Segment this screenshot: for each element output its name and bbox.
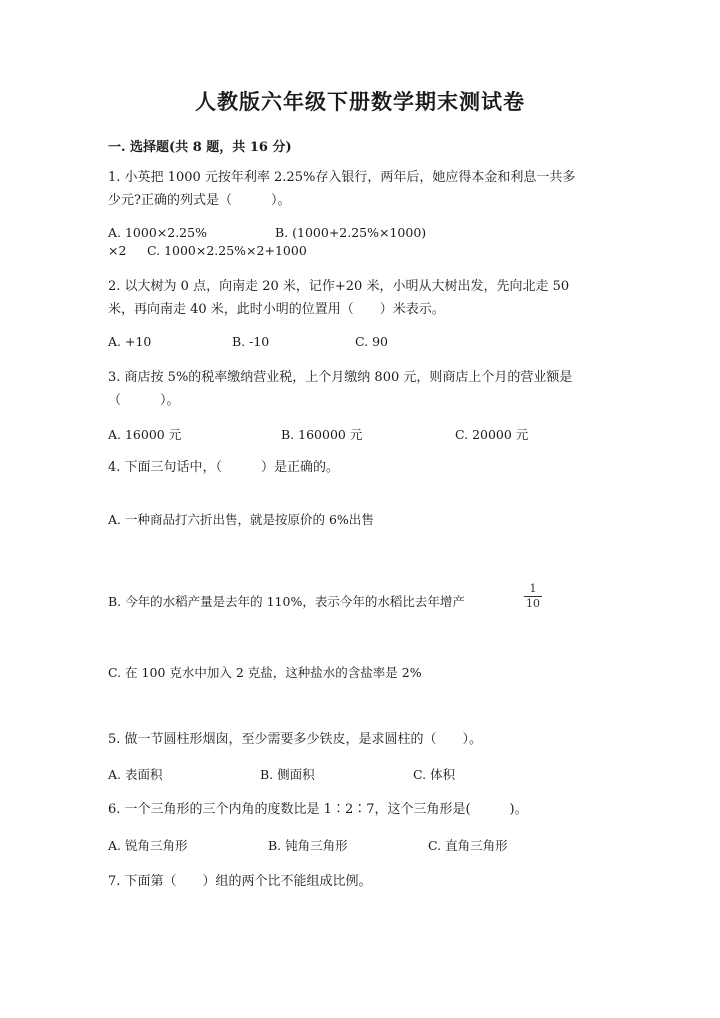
- q5-option-c: C. 体积: [413, 767, 456, 782]
- question-1-line-1: 1. 小英把 1000 元按年利率 2.25%存入银行，两年后，她应得本金和利息一共多: [108, 170, 576, 185]
- question-2: [108, 275, 569, 321]
- q4-option-b: B. 今年的水稻产量是去年的 110%，表示今年的水稻比去年增产: [108, 594, 465, 609]
- q3-option-a: A. 16000 元: [108, 427, 182, 442]
- question-3-line-2: （ ）。: [108, 393, 180, 408]
- q1-option-b: B. (1000+2.25%×1000): [275, 225, 427, 240]
- page-title: 人教版六年级下册数学期末测试卷: [195, 89, 525, 114]
- question-5: [108, 728, 482, 751]
- q2-option-c: C. 90: [355, 334, 388, 349]
- question-5-line-1: 5. 做一节圆柱形烟囱，至少需要多少铁皮，是求圆柱的（ ）。: [108, 732, 483, 747]
- question-4: [108, 456, 339, 479]
- q1-option-a: A. 1000×2.25%: [108, 225, 207, 240]
- q6-option-c: C. 直角三角形: [428, 838, 508, 853]
- section-heading: 一. 选择题(共 8 题，共 16 分): [108, 140, 292, 155]
- question-2-line-2: 米，再向南走 40 米，此时小明的位置用（ ）米表示。: [108, 302, 445, 317]
- q3-option-c: C. 20000 元: [455, 427, 529, 442]
- question-2-line-1: 2. 以大树为 0 点，向南走 20 米，记作+20 米，小明从大树出发，先向北走 50: [108, 279, 570, 294]
- question-6-line-1: 6. 一个三角形的三个内角的度数比是 1∶2∶7，这个三角形是( )。: [108, 802, 528, 817]
- q4-option-a: A. 一种商品打六折出售，就是按原价的 6%出售: [108, 512, 374, 527]
- question-7: [108, 870, 372, 893]
- q5-option-a: A. 表面积: [108, 767, 163, 782]
- q5-option-b: B. 侧面积: [260, 767, 315, 782]
- question-3: [108, 366, 572, 412]
- fraction-numerator: 1: [529, 582, 537, 595]
- q4-option-c: C. 在 100 克水中加入 2 克盐，这种盐水的含盐率是 2%: [108, 665, 422, 680]
- question-7-line-1: 7. 下面第（ ）组的两个比不能组成比例。: [108, 874, 372, 889]
- q2-option-b: B. -10: [232, 334, 270, 349]
- q1-option-c: C. 1000×2.25%×2+1000: [147, 243, 307, 258]
- q6-option-b: B. 钝角三角形: [268, 838, 348, 853]
- question-1: [108, 166, 575, 212]
- question-1-line-2: 少元?正确的列式是（ ）。: [108, 193, 291, 208]
- fraction-denominator: 10: [526, 597, 540, 610]
- question-4-line-1: 4. 下面三句话中，（ ）是正确的。: [108, 460, 340, 475]
- q1-option-b-continued: ×2: [108, 243, 127, 258]
- question-6: [108, 798, 528, 821]
- fraction-one-tenth: [524, 583, 542, 610]
- q2-option-a: A. +10: [108, 334, 152, 349]
- q3-option-b: B. 160000 元: [281, 427, 363, 442]
- question-3-line-1: 3. 商店按 5%的税率缴纳营业税，上个月缴纳 800 元，则商店上个月的营业额是: [108, 370, 573, 385]
- q6-option-a: A. 锐角三角形: [108, 838, 188, 853]
